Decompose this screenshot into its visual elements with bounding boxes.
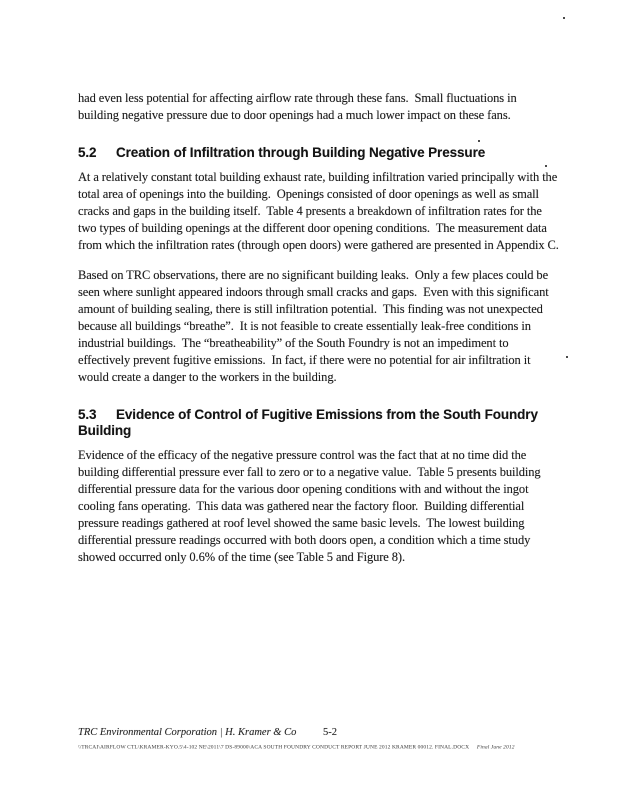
scan-speck	[545, 165, 547, 167]
footer-document-path-line	[78, 744, 551, 750]
scan-speck	[563, 17, 565, 19]
scan-speck	[478, 140, 480, 142]
footer-organization: TRC Environmental Corporation | H. Kramer & Co	[78, 727, 297, 738]
page-body	[78, 90, 560, 579]
footer-document-status: Final June 2012	[476, 744, 515, 751]
section-5-3-title: Evidence of Control of Fugitive Emissions from the South Foundry Building	[78, 407, 538, 438]
section-5-2-title: Creation of Infiltration through Building Negative Pressure	[116, 145, 486, 160]
section-5-3-paragraph-1: Evidence of the efficacy of the negative pressure control was the fact that at no time did the building differential pressure ever fall to zero or to a negative value. Table 5 presents building differential pressure data for the various door opening conditions with and without the ingot cooling fans operating. This data was gathered near the factory floor. Building differential pressure readings gathered at roof level showed the same basic levels. The lowest building differential pressure readings occurred with both doors open, a condition which a time study showed occurred only 0.6% of the time (see Table 5 and Figure 8).	[78, 448, 544, 564]
section-5-2-paragraph-1: At a relatively constant total building exhaust rate, building infiltration varied principally with the total area of openings into the building. Openings consisted of door openings as well as small cracks and gaps in the building itself. Table 4 presents a breakdown of infiltration rates for the two types of building openings at the different door opening conditions. The measurement data from which the infiltration rates (through open doors) were gathered are presented in Appendix C.	[78, 170, 561, 252]
section-5-3-number: 5.3	[78, 407, 97, 422]
scan-speck	[566, 356, 568, 358]
section-5-2-heading	[78, 145, 560, 161]
section-5-2-paragraph-2: Based on TRC observations, there are no significant building leaks. Only a few places could be seen where sunlight appeared indoors through small cracks and gaps. Even with this significant amount of building sealing, there is still infiltration potential. This finding was not unexpected because all buildings “breathe”. It is not feasible to create essentially leak-free conditions in industrial buildings. The “breatheability” of the South Foundry is not an impediment to effectively prevent fugitive emissions. In fact, if there were no potential for air infiltration it would create a danger to the workers in the building.	[78, 268, 552, 384]
page-footer	[78, 726, 560, 739]
section-5-3-heading	[78, 407, 560, 439]
footer-page-number: 5-2	[323, 727, 337, 738]
intro-paragraph: had even less potential for affecting airflow rate through these fans. Small fluctuations in building negative pressure due to door openings had a much lower impact on these fans.	[78, 91, 520, 122]
section-5-2-number: 5.2	[78, 145, 97, 160]
footer-document-path: \\TRCAI\AIRFLOW CTL\KRAMER-KYO.5\4-102 NE\2011\7 DS-89000\ACA SOUTH FOUNDRY CONDUCT REPORT JUNE 2012 KRAMER 00012. FINAL.DOCX	[78, 744, 470, 751]
